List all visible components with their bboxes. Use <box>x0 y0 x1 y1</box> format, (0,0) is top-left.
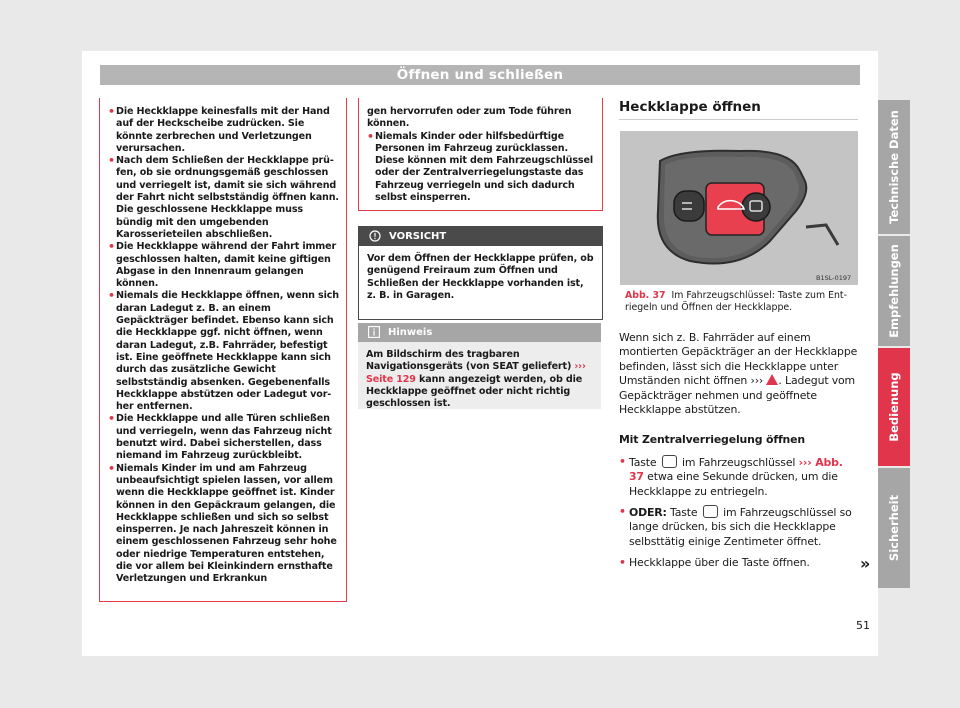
tab-empfehlungen[interactable]: Empfehlungen <box>878 236 910 346</box>
step-item: • Taste im Fahrzeugschlüssel ››› Abb. 37 etwa eine Sekunde drücken, um die Heckklappe zu entriegeln. <box>619 455 843 498</box>
warning-box-end <box>358 98 603 211</box>
note-title: Hinweis <box>388 327 433 338</box>
divider <box>619 119 858 120</box>
tab-bedienung[interactable]: Bedienung <box>878 348 910 466</box>
figure-car-key <box>620 131 858 285</box>
warning-continuation: gen hervorrufen oder zum Tode führen können. <box>367 106 572 130</box>
car-key-illustration <box>620 131 858 285</box>
unlock-key-icon <box>662 455 677 468</box>
page-reference-link[interactable]: ››› Seite 129 <box>366 361 586 385</box>
warning-item: • Die Heckklappe keinesfalls mit der Hand auf der Heckscheibe zudrücken. Sie könnte zerbrechen und Verletzungen verursachen. <box>108 106 339 155</box>
warning-item: • Niemals Kinder im und am Fahrzeug unbeaufsichtigt spielen lassen, vor allem wenn die Heckklappe geöffnet ist. Kinder können in den Gepäckraum gelangen, die Heckklappe schließen und sich so selbst einsperren. Je nach Jahreszeit können in einem geschlossenen Fahrzeug sehr hohe oder niedrige Temperaturen entstehen, die vor allem bei Kleinkindern ernsthafte Verletzungen und Erkrankun <box>108 463 339 586</box>
warning-item: • Die Heckklappe und alle Türen schließen und verriegeln, wenn das Fahrzeug nicht benutzt wird. Dabei sicherstellen, dass niemand im Fahrzeug zurückbleibt. <box>108 413 339 462</box>
continue-marker: » <box>860 554 871 573</box>
subheading: Mit Zentralverriegelung öffnen <box>619 433 805 446</box>
caution-header <box>359 227 602 246</box>
figure-link[interactable]: ››› Abb. 37 <box>629 456 843 484</box>
caution-title: VORSICHT <box>389 231 447 242</box>
unlock-key-icon <box>703 505 718 518</box>
step-item: • Heckklappe über die Taste öffnen. <box>619 556 810 569</box>
caution-box <box>358 226 603 320</box>
warning-item: • Nach dem Schließen der Heckklappe prüfen, ob sie ordnungsgemäß geschlossen und verriegelt ist, damit sie sich während der Fahrt nicht selbstständig öffnen kann. Die geschlossene Heckklappe muss bündig mit den umgebenden Karosserieteilen abschließen. <box>108 155 339 241</box>
caution-icon <box>369 230 381 242</box>
figure-caption: Abb. 37 Im Fahrzeugschlüssel: Taste zum Entriegeln und Öffnen der Heckklappe. <box>625 290 848 313</box>
tab-technische-daten[interactable]: Technische Daten <box>878 100 910 234</box>
figure-label: Abb. 37 <box>625 290 666 301</box>
step-item: • ODER: Taste im Fahrzeugschlüssel so lange drücken, bis sich die Heckklappe selbsttätig einige Zentimeter öffnet. <box>619 505 852 548</box>
warning-triangle-icon <box>766 374 778 385</box>
section-title: Heckklappe öffnen <box>619 99 761 115</box>
note-header <box>358 323 601 342</box>
note-text: Am Bildschirm des tragbaren Navigationsgeräts (von SEAT geliefert) ››› Seite 129 kann angezeigt werden, ob die Heckklappe geöffnet oder nicht richtig geschlossen ist. <box>366 349 586 410</box>
figure-code: B1SL-0197 <box>816 274 852 282</box>
warning-item: • Die Heckklappe während der Fahrt immer geschlossen halten, damit keine giftigen Abgase in den Innenraum gelangen können. <box>108 241 339 290</box>
page-number: 51 <box>856 619 870 632</box>
info-icon <box>368 326 380 338</box>
chapter-header: Öffnen und schließen <box>100 65 860 85</box>
warning-item: • Niemals die Heckklappe öffnen, wenn sich daran Ladegut z. B. an einem Gepäckträger befindet. Ebenso kann sich die Heckklappe ggf. nicht öffnen, wenn daran Ladegut, z.B. Fahrräder, befestigt ist. Eine geöffnete Heckklappe kann sich durch das zusätzliche Gewicht selbstständig absenken. Gegebenenfalls Heckklappe abstützen oder Ladegut vorher entfernen. <box>108 290 339 413</box>
warning-box-continued <box>99 98 347 602</box>
paragraph: Wenn sich z. B. Fahrräder auf einem montierten Gepäckträger an der Heckklappe befinden, lässt sich die Heckklappe unter Umständen nicht öffnen ››› . Ladegut vom Gepäckträger nehmen und geöffnete Heckklappe abstützen. <box>619 331 858 417</box>
caution-text: Vor dem Öffnen der Heckklappe prüfen, ob genügend Freiraum zum Öffnen und Schließen der Heckklappe vorhanden ist, z. B. in Garagen. <box>367 253 594 301</box>
tab-sicherheit[interactable]: Sicherheit <box>878 468 910 588</box>
warning-item: • Niemals Kinder oder hilfsbedürftige Personen im Fahrzeug zurücklassen. Diese können mit dem Fahrzeugschlüssel oder der Zentralverriegelungstaste das Fahrzeug verriegeln und sich dadurch selbst einsperren. <box>367 131 595 205</box>
note-box <box>358 323 601 409</box>
